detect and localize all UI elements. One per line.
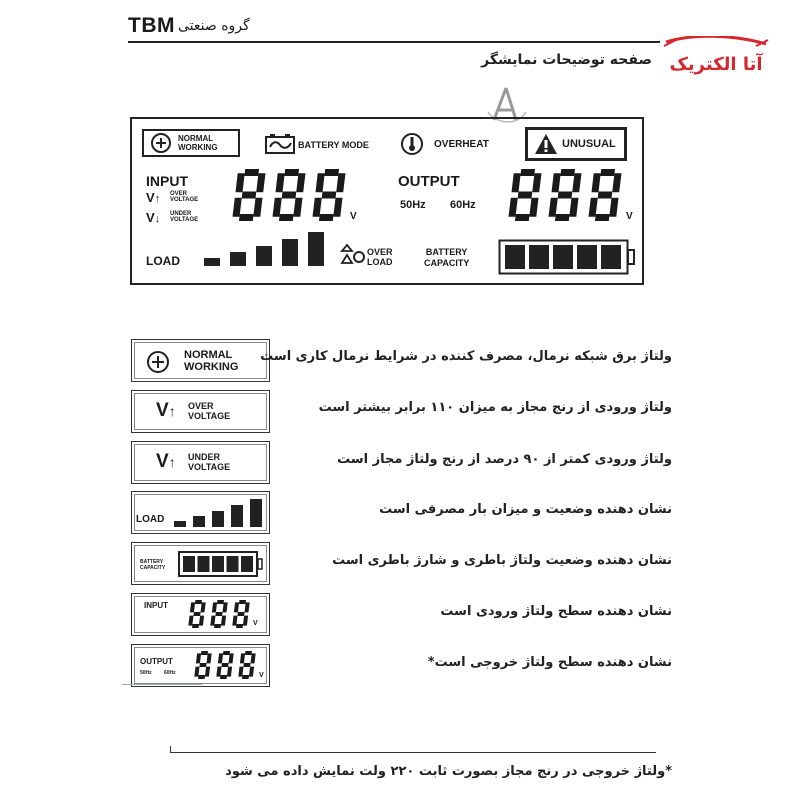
- capacity-text: CAPACITY: [424, 258, 470, 268]
- lcd-panel: [130, 117, 644, 285]
- voltage-text: VOLTAGE: [170, 197, 199, 203]
- digit-segment-b: [532, 173, 541, 192]
- digit-segment-f: [592, 173, 601, 192]
- legend-icon-battery-capacity: [131, 542, 270, 585]
- digit-segment-g: [243, 663, 250, 667]
- digit-segment-d: [220, 675, 227, 679]
- legend-icon-load: [131, 491, 270, 534]
- normal-working-indicator: [142, 129, 240, 157]
- digit-segment-c: [293, 198, 302, 217]
- digit-segment-b: [256, 173, 265, 192]
- digit-segment-c: [243, 616, 248, 626]
- digit-segment-g: [215, 612, 222, 616]
- overload-over-text: OVER: [367, 247, 393, 257]
- digit-segment-a: [217, 600, 224, 604]
- freq-50-label: 50Hz: [400, 199, 426, 211]
- digit-segment-b: [572, 173, 581, 192]
- digit-segment-e: [509, 198, 518, 217]
- footer-divider: [170, 752, 656, 753]
- load-label: LOAD: [146, 254, 180, 268]
- digit-segment-a: [239, 600, 246, 604]
- voltage-text-2: VOLTAGE: [170, 217, 199, 223]
- legend-icon-over-voltage: [131, 390, 270, 433]
- overload-load-text: LOAD: [367, 257, 393, 267]
- digit-segment-d: [555, 214, 570, 221]
- digit-segment-a: [223, 651, 230, 655]
- digit-segment-f: [196, 653, 201, 663]
- load-level-bars: [174, 497, 266, 529]
- digit-segment-a: [324, 169, 339, 176]
- working-text: WORKING: [184, 361, 239, 373]
- digit-segment-f: [240, 653, 245, 663]
- digit-segment-c: [205, 667, 210, 677]
- header-divider: [128, 41, 660, 43]
- digit-segment-d: [595, 214, 610, 221]
- battery-capacity-label: [424, 247, 469, 269]
- over-voltage-label: [188, 401, 230, 421]
- digit-segment-g: [282, 192, 297, 199]
- digit-segment-c: [609, 198, 618, 217]
- digit-segment-g: [598, 192, 613, 199]
- unusual-indicator: [525, 127, 627, 161]
- over-text: OVER: [170, 191, 188, 197]
- digit-segment-f: [552, 173, 561, 192]
- under-voltage-symbol: V↑: [156, 451, 176, 472]
- digit-segment-d: [239, 214, 254, 221]
- overheat-icon: [400, 132, 424, 156]
- digit-segment-c: [529, 198, 538, 217]
- under-text: UNDER: [170, 211, 192, 217]
- legend-icon-input-display: [131, 593, 270, 636]
- digit-segment-f: [236, 173, 245, 192]
- digit-segment-f: [212, 602, 217, 612]
- working-label: WORKING: [178, 143, 218, 152]
- overheat-label: OVERHEAT: [434, 139, 489, 150]
- digit-segment-c: [221, 616, 226, 626]
- freq-60-label: 60Hz: [450, 199, 476, 211]
- digit-segment-f: [234, 602, 239, 612]
- digit-segment-a: [201, 651, 208, 655]
- legend-icon-normal-working: [131, 339, 270, 382]
- digit-segment-e: [273, 198, 282, 217]
- digit-segment-f: [512, 173, 521, 192]
- digit-segment-g: [237, 612, 244, 616]
- footer-note: *ولتاژ خروجی در رنج مجاز بصورت ثابت ۲۲۰ ولت نمایش داده می شود: [225, 764, 672, 779]
- freq-60-label: 60Hz: [164, 670, 176, 676]
- digit-segment-d: [515, 214, 530, 221]
- digit-segment-g: [322, 192, 337, 199]
- output-label: OUTPUT: [140, 657, 173, 666]
- legend-text-load: نشان دهنده وضعیت و میزان بار مصرفی است: [379, 502, 672, 517]
- input-voltage-digits: [232, 169, 350, 225]
- digit-segment-c: [199, 616, 204, 626]
- legend-text-input-display: نشان دهنده سطح ولتاژ ورودی است: [440, 604, 672, 619]
- digit-segment-f: [218, 653, 223, 663]
- overload-icon: [340, 243, 366, 265]
- company-logo: [662, 36, 770, 96]
- output-voltage-digits: [508, 169, 626, 225]
- digit-segment-f: [316, 173, 325, 192]
- digit-segment-a: [244, 169, 259, 176]
- voltage-text: VOLTAGE: [188, 462, 231, 472]
- warning-icon: [534, 133, 558, 155]
- digit-segment-c: [333, 198, 342, 217]
- legend-text-normal-working: ولتاژ برق شبکه نرمال، مصرف کننده در شرایط نرمال کاری است: [260, 349, 672, 364]
- digit-segment-d: [198, 675, 205, 679]
- under-text: UNDER: [188, 452, 221, 462]
- capacity-text: CAPACITY: [140, 565, 166, 571]
- under-voltage-label: [188, 452, 230, 472]
- under-voltage-symbol: V↓: [146, 210, 161, 225]
- digit-segment-c: [227, 667, 232, 677]
- digit-segment-d: [214, 624, 221, 628]
- over-voltage-symbol: V↑: [146, 190, 161, 205]
- digit-segment-d: [319, 214, 334, 221]
- digit-segment-b: [296, 173, 305, 192]
- battery-mode-label: BATTERY MODE: [298, 140, 369, 150]
- load-level-bars: [204, 229, 328, 269]
- unusual-label: UNUSUAL: [562, 137, 616, 150]
- input-label: INPUT: [146, 173, 188, 189]
- output-voltage-digits: [194, 651, 260, 681]
- digit-segment-a: [284, 169, 299, 176]
- digit-segment-d: [242, 675, 249, 679]
- plus-circle-icon: [150, 132, 172, 154]
- digit-segment-g: [242, 192, 257, 199]
- legend-icon-under-voltage: [131, 441, 270, 484]
- digit-segment-a: [245, 651, 252, 655]
- input-label: INPUT: [144, 601, 168, 610]
- digit-segment-d: [192, 624, 199, 628]
- overload-label: [367, 247, 393, 267]
- digit-segment-a: [520, 169, 535, 176]
- digit-segment-c: [253, 198, 262, 217]
- output-label: OUTPUT: [398, 173, 460, 190]
- digit-segment-g: [221, 663, 228, 667]
- digit-segment-e: [549, 198, 558, 217]
- under-voltage-label: [170, 211, 198, 223]
- battery-text: BATTERY: [140, 559, 164, 565]
- digit-segment-a: [560, 169, 575, 176]
- digit-segment-b: [612, 173, 621, 192]
- digit-segment-b: [336, 173, 345, 192]
- battery-text: BATTERY: [425, 247, 468, 257]
- battery-capacity-label: [140, 559, 165, 571]
- battery-capacity-icon: [498, 239, 638, 275]
- legend-text-under-voltage: ولتاژ ورودی کمتر از ۹۰ درصد از رنج ولتاژ مجاز است: [337, 452, 672, 467]
- input-volt-unit: V: [253, 620, 258, 627]
- load-label: LOAD: [136, 514, 165, 525]
- normal-text: NORMAL: [184, 349, 233, 361]
- digit-segment-g: [199, 663, 206, 667]
- digit-segment-a: [600, 169, 615, 176]
- logo-text: آتا الکتریک: [669, 54, 763, 75]
- digit-segment-e: [233, 198, 242, 217]
- over-voltage-symbol: V↑: [156, 400, 176, 421]
- plus-circle-icon: [146, 350, 170, 374]
- input-voltage-digits: [188, 600, 254, 630]
- digit-segment-c: [249, 667, 254, 677]
- digit-segment-g: [558, 192, 573, 199]
- battery-capacity-icon: [178, 551, 264, 577]
- legend-icon-output-display: [131, 644, 270, 687]
- legend-text-output-display: نشان دهنده سطح ولتاژ خروجی است*: [427, 655, 672, 670]
- digit-segment-g: [518, 192, 533, 199]
- legend-text-over-voltage: ولتاژ ورودی از رنج مجاز به میزان ۱۱۰ برابر بیشتر است: [318, 400, 672, 415]
- digit-segment-e: [313, 198, 322, 217]
- output-volt-unit: V: [626, 211, 633, 222]
- freq-50-label: 50Hz: [140, 670, 152, 676]
- digit-segment-c: [569, 198, 578, 217]
- voltage-text: VOLTAGE: [188, 411, 231, 421]
- legend-text-battery-capacity: نشان دهنده وضعیت ولتاژ باطری و شارژ باطری است: [332, 553, 672, 568]
- digit-segment-d: [236, 624, 243, 628]
- normal-label: NORMAL: [178, 134, 214, 143]
- digit-segment-e: [589, 198, 598, 217]
- digit-segment-a: [195, 600, 202, 604]
- output-volt-unit: V: [259, 672, 264, 679]
- over-voltage-label: [170, 191, 198, 203]
- digit-segment-f: [276, 173, 285, 192]
- battery-mode-icon: [264, 133, 296, 155]
- brand-title: TBM: [128, 14, 175, 37]
- over-text: OVER: [188, 401, 214, 411]
- normal-working-label: [184, 349, 238, 373]
- digit-segment-d: [279, 214, 294, 221]
- digit-segment-f: [190, 602, 195, 612]
- input-volt-unit: V: [350, 211, 357, 222]
- faint-divider: [122, 684, 202, 685]
- digit-segment-g: [193, 612, 200, 616]
- group-label: گروه صنعتی: [178, 18, 250, 34]
- page-subtitle: صفحه توضیحات نمایشگر: [481, 52, 652, 68]
